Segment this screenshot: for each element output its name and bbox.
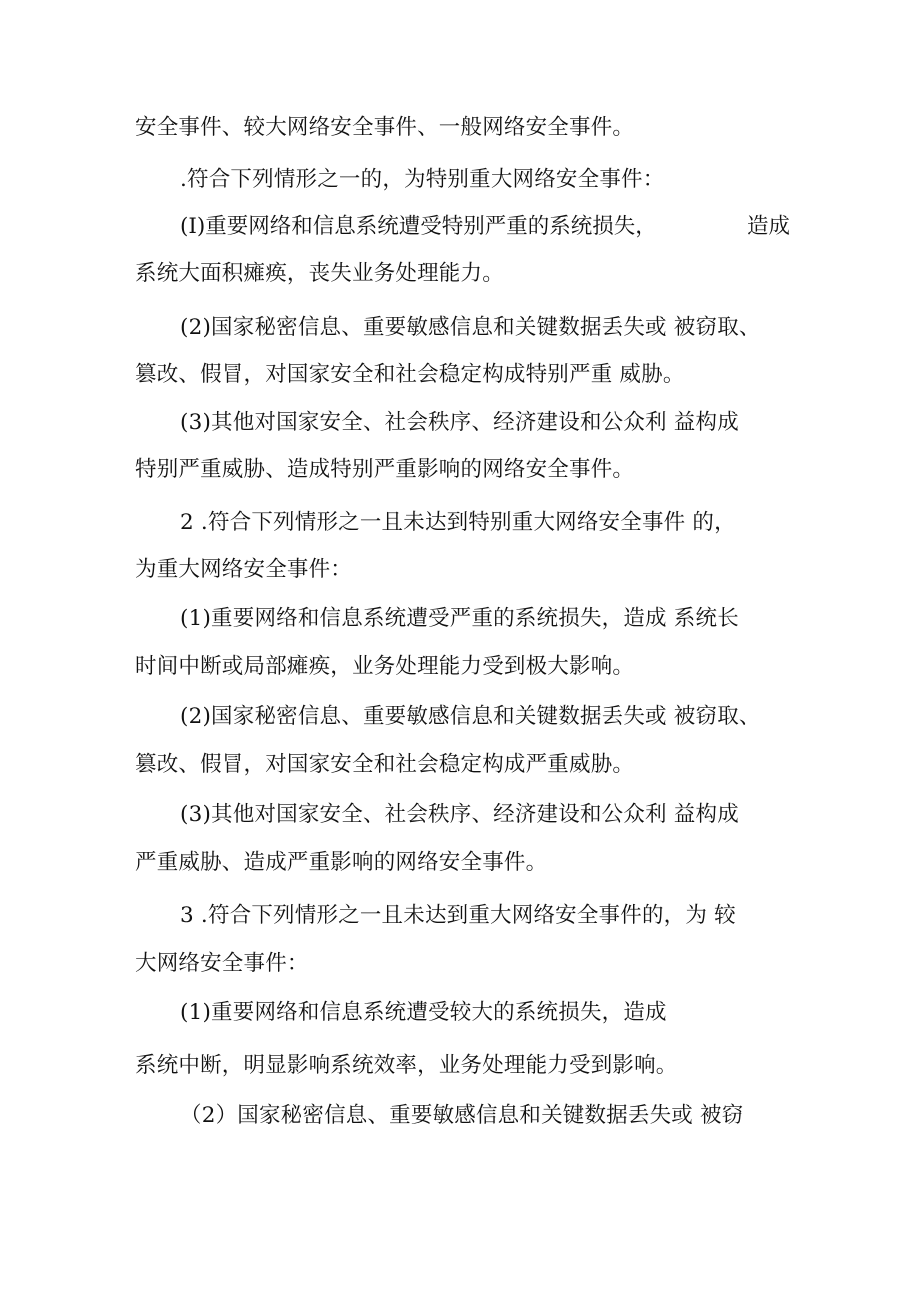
text-line: 3 .符合下列情形之一且未达到重大网络安全事件的，为 较 xyxy=(180,903,736,928)
text-line: 特别严重威胁、造成特别严重影响的网络安全事件。 xyxy=(135,457,635,482)
text-line xyxy=(180,212,790,242)
text-line: (1)重要网络和信息系统遭受严重的系统损失，造成 系统长 xyxy=(180,606,739,631)
text-line: 篡改、假冒，对国家安全和社会稳定构成特别严重 威胁。 xyxy=(135,362,685,387)
text-line: 时间中断或局部瘫痪，业务处理能力受到极大影响。 xyxy=(135,654,635,679)
text-line: (2)国家秘密信息、重要敏感信息和关键数据丢失或 被窃取、 xyxy=(180,315,761,340)
text-line: (3)其他对国家安全、社会秩序、经济建设和公众利 益构成 xyxy=(180,802,739,827)
text-line: 严重威胁、造成严重影响的网络安全事件。 xyxy=(135,850,548,875)
text-segment: (I)重要网络和信息系统遭受特别严重的系统损失， xyxy=(180,214,657,239)
text-line: 大网络安全事件： xyxy=(135,951,309,976)
text-segment: 造成 xyxy=(746,214,790,239)
text-line: (3)其他对国家安全、社会秩序、经济建设和公众利 益构成 xyxy=(180,410,739,435)
text-line: (2)国家秘密信息、重要敏感信息和关键数据丢失或 被窃取、 xyxy=(180,704,761,729)
text-line: 系统大面积瘫痪，丧失业务处理能力。 xyxy=(135,261,504,286)
text-line: (1)重要网络和信息系统遭受较大的系统损失，造成 xyxy=(180,1000,667,1025)
text-line: .符合下列情形之一的，为特别重大网络安全事件： xyxy=(180,167,665,192)
text-line: 安全事件、较大网络安全事件、一般网络安全事件。 xyxy=(135,115,635,140)
text-line: （2）国家秘密信息、重要敏感信息和关键数据丢失或 被窃 xyxy=(180,1103,744,1128)
text-line: 为重大网络安全事件： xyxy=(135,557,353,582)
text-line: 2 .符合下列情形之一且未达到特别重大网络安全事件 的， xyxy=(180,510,736,535)
text-line: 篡改、假冒，对国家安全和社会稳定构成严重威胁。 xyxy=(135,752,635,777)
text-line: 系统中断，明显影响系统效率，业务处理能力受到影响。 xyxy=(135,1053,678,1078)
